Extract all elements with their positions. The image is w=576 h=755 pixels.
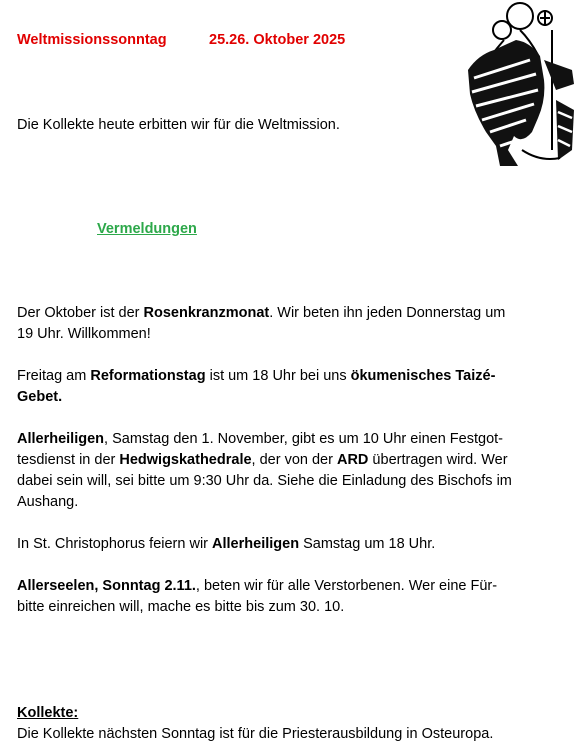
text: In St. Christophorus feiern wir [17,536,213,552]
bold-text: Hedwigskathedrale [119,452,252,468]
paragraph-rosenkranzmonat [17,303,557,345]
text: , Samstag den 1. November, gibt es um 10 Uhr einen Festgot- [104,431,503,447]
text: 19 Uhr. Willkommen! [17,326,151,342]
kollekte-label [17,703,78,724]
bold-text: ökumenisches Taizé- [350,368,496,384]
text: , beten wir für alle Verstorbenen. Wer eine Für- [195,578,498,594]
paragraph-st-christophorus [17,534,557,555]
text: Aushang. [17,494,79,510]
text: ist um 18 Uhr bei uns [205,368,351,384]
intro-text: Die Kollekte heute erbitten wir für die Weltmission. [17,117,340,133]
bold-text: Allerheiligen [17,431,105,447]
text: Freitag am [17,368,91,384]
text: dabei sein will, sei bitte um 9:30 Uhr da. Siehe die Einladung des Bischofs im [17,473,512,489]
text: . Wir beten ihn jeden Donnerstag um [269,305,506,321]
text: übertragen wird. Wer [368,452,508,468]
kollekte-text: Die Kollekte nächsten Sonntag ist für die Priesterausbildung in Osteuropa. [17,726,494,742]
header-date: 25.26. Oktober 2025 [209,32,346,48]
bold-text: ARD [336,452,369,468]
bold-text: Allerheiligen [212,536,300,552]
text: , der von der [251,452,337,468]
page-header [17,30,346,51]
saint-christopher-illustration-icon [460,0,576,170]
paragraph-reformationstag [17,366,557,408]
text: Der Oktober ist der [17,305,144,321]
bold-text: Gebet. [17,389,63,405]
text: Samstag um 18 Uhr. [299,536,436,552]
paragraph-allerseelen [17,576,557,618]
kollekte-label-text: Kollekte [17,705,74,721]
text: tesdienst in der [17,452,120,468]
paragraph-allerheiligen [17,429,557,513]
kollekte-colon: : [73,705,79,721]
bold-text: Rosenkranzmonat [143,305,270,321]
bold-text: Reformationstag [90,368,206,384]
section-title-vermeldungen: Vermeldungen [97,221,197,237]
text: bitte einreichen will, mache es bitte bis zum 30. 10. [17,599,345,615]
bold-text: Allerseelen, Sonntag 2.11. [17,578,196,594]
header-title: Weltmissionssonntag [17,32,167,48]
